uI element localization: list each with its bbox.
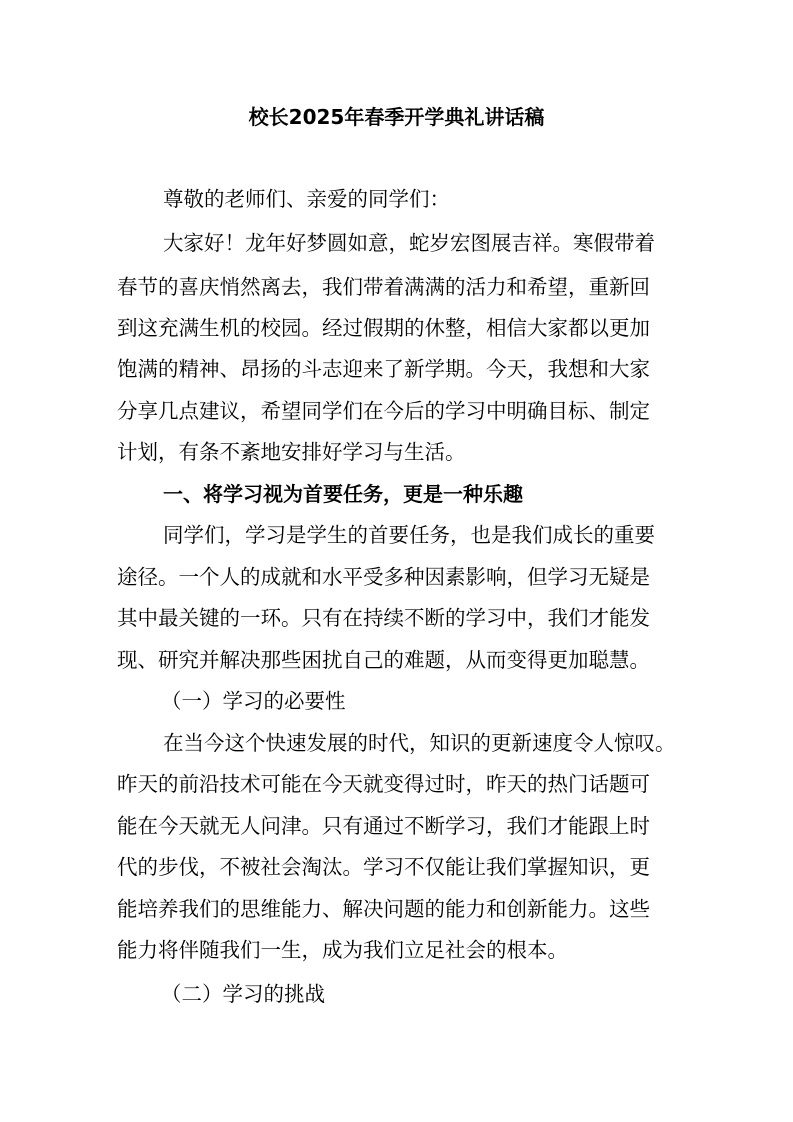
intro-line: 饱满的精神、昂扬的斗志迎来了新学期。今天，我想和大家 [117,357,650,381]
page-title: 校长2025年春季开学典礼讲话稿 [248,105,545,129]
subsection-line: 昨天的前沿技术可能在今天就变得过时，昨天的热门话题可 [117,772,650,796]
intro-line: 计划，有条不紊地安排好学习与生活。 [117,440,466,464]
subsection-heading: （二）学习的挑战 [161,982,325,1006]
subsection-line: 能培养我们的思维能力、解决问题的能力和创新能力。这些 [117,897,650,921]
intro-line: 大家好！龙年好梦圆如意，蛇岁宏图展吉祥。寒假带着 [163,231,655,255]
intro-line: 分享几点建议，希望同学们在今后的学习中明确目标、制定 [117,399,650,423]
section-line: 其中最关键的一环。只有在持续不断的学习中，我们才能发 [117,606,650,630]
section-line: 现、研究并解决那些困扰自己的难题，从而变得更加聪慧。 [117,648,650,672]
section-line: 同学们，学习是学生的首要任务，也是我们成长的重要 [163,523,655,547]
subsection-heading: （一）学习的必要性 [161,689,346,713]
intro-line: 到这充满生机的校园。经过假期的休整，相信大家都以更加 [117,316,650,340]
subsection-line: 代的步伐，不被社会淘汰。学习不仅能让我们掌握知识，更 [117,855,650,879]
subsection-line: 能力将伴随我们一生，成为我们立足社会的根本。 [117,938,568,962]
intro-line: 春节的喜庆悄然离去，我们带着满满的活力和希望，重新回 [117,275,650,299]
salutation: 尊敬的老师们、亲爱的同学们： [163,187,450,211]
section-line: 途径。一个人的成就和水平受多种因素影响，但学习无疑是 [117,565,650,589]
subsection-line: 在当今这个快速发展的时代，知识的更新速度令人惊叹。 [163,731,676,755]
section-heading: 一、将学习视为首要任务，更是一种乐趣 [163,482,523,506]
subsection-line: 能在今天就无人问津。只有通过不断学习，我们才能跟上时 [117,814,650,838]
